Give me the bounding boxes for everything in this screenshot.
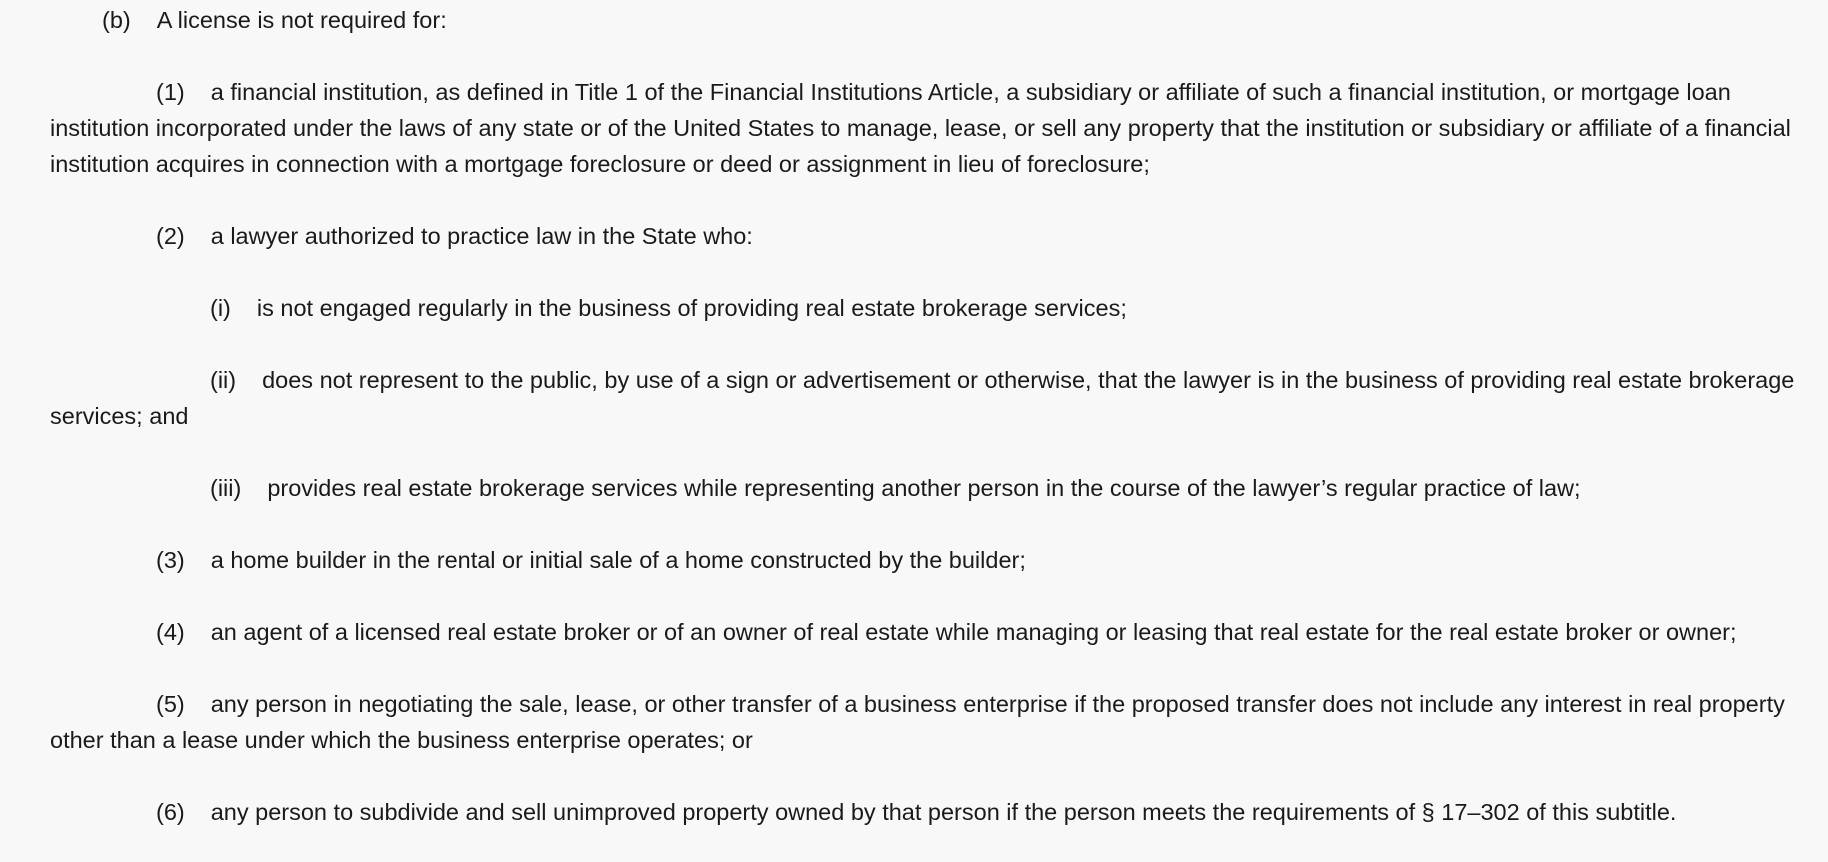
paragraph-number: (2) — [156, 223, 185, 249]
paragraph-number: (6) — [156, 799, 185, 825]
paragraph-number: (iii) — [210, 475, 242, 501]
paragraph-number: (ii) — [210, 367, 237, 393]
item-1 — [50, 74, 1825, 182]
paragraph-number: (1) — [156, 79, 185, 105]
item-2-ii — [50, 362, 1825, 434]
paragraph-number: (b) — [102, 7, 131, 33]
item-2 — [50, 218, 1825, 254]
paragraph-text: any person in negotiating the sale, lease, or other transfer of a business enterprise if the proposed transfer does not include any interest in real property other than a lease under which the business enterprise operates; or — [50, 691, 1785, 753]
subsection-b — [50, 2, 1825, 38]
paragraph-text: is not engaged regularly in the business of providing real estate brokerage services; — [256, 295, 1127, 321]
item-4 — [50, 614, 1825, 650]
paragraph-number: (i) — [210, 295, 231, 321]
paragraph-text: a home builder in the rental or initial sale of a home constructed by the builder; — [210, 547, 1026, 573]
paragraph-number: (3) — [156, 547, 185, 573]
paragraph-text: provides real estate brokerage services while representing another person in the course of the lawyer’s regular practice of law; — [267, 475, 1581, 501]
paragraph-text: A license is not required for: — [156, 7, 447, 33]
item-2-i — [50, 290, 1825, 326]
item-6 — [50, 794, 1825, 830]
paragraph-number: (4) — [156, 619, 185, 645]
paragraph-text: any person to subdivide and sell unimproved property owned by that person if the person meets the requirements of § 17–302 of this subtitle. — [210, 799, 1677, 825]
paragraph-text: an agent of a licensed real estate broker or of an owner of real estate while managing or leasing that real estate for the real estate broker or owner; — [210, 619, 1737, 645]
item-5 — [50, 686, 1825, 758]
paragraph-text: a lawyer authorized to practice law in the State who: — [210, 223, 753, 249]
item-3 — [50, 542, 1825, 578]
paragraph-text: does not represent to the public, by use of a sign or advertisement or otherwise, that the lawyer is in the business of providing real estate brokerage services; and — [50, 367, 1795, 429]
paragraph-number: (5) — [156, 691, 185, 717]
paragraph-text: a financial institution, as defined in Title 1 of the Financial Institutions Article, a subsidiary or affiliate of such a financial institution, or mortgage loan institution incorporated under the laws of any state or of the United States to manage, lease, or sell any property that the institution or subsidiary or affiliate of a financial institution acquires in connection with a mortgage foreclosure or deed or assignment in lieu of foreclosure; — [50, 79, 1791, 177]
item-2-iii — [50, 470, 1825, 506]
